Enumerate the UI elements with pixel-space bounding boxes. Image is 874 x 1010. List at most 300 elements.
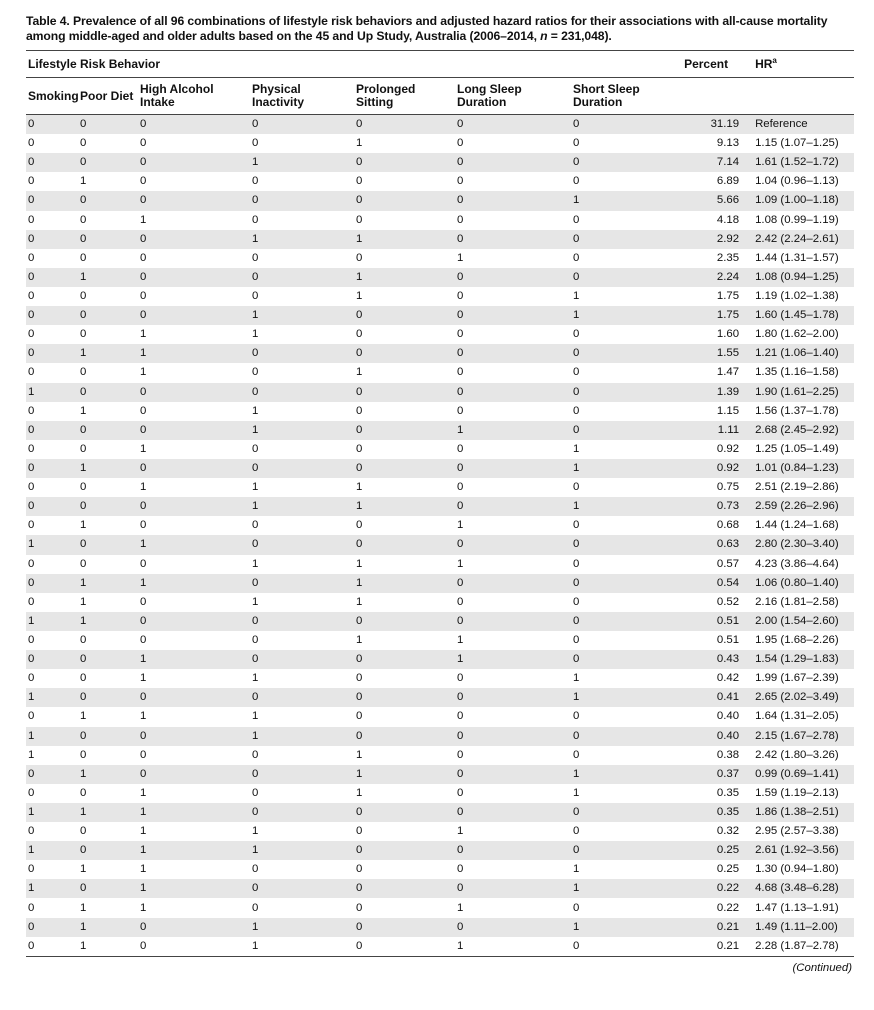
caption-n-value: = 231,048). — [547, 29, 612, 43]
table-cell-behavior: 0 — [26, 230, 78, 249]
table-cell-behavior: 0 — [80, 328, 87, 341]
header-percent: Percent — [682, 51, 753, 78]
table-cell-behavior: 1 — [28, 748, 35, 761]
table-cell-behavior: 1 — [571, 459, 682, 478]
table-cell-hr: 1.30 (0.94–1.80) — [755, 863, 839, 876]
table-cell-behavior: 1 — [80, 710, 87, 723]
table-row — [26, 822, 854, 841]
table-cell-behavior: 0 — [252, 786, 259, 799]
table-cell-behavior: 0 — [250, 344, 354, 363]
table-row — [26, 383, 854, 402]
table-row — [26, 688, 854, 707]
table-cell-behavior: 0 — [138, 191, 250, 210]
table-cell-behavior: 0 — [26, 421, 78, 440]
table-cell-behavior: 0 — [28, 863, 35, 876]
table-cell-hr: 1.15 (1.07–1.25) — [755, 137, 839, 150]
table-cell-percent: 0.25 — [682, 841, 753, 860]
table-cell-behavior: 0 — [138, 688, 250, 707]
table-cell-behavior: 0 — [573, 595, 580, 608]
table-cell-behavior: 0 — [356, 863, 363, 876]
table-cell-behavior: 0 — [28, 710, 35, 723]
table-cell-behavior: 0 — [571, 574, 682, 593]
table-cell-behavior: 0 — [354, 306, 455, 325]
table-cell-behavior: 0 — [571, 803, 682, 822]
table-cell-behavior: 0 — [140, 290, 147, 303]
table-cell-behavior: 0 — [354, 803, 455, 822]
table-cell-behavior: 0 — [455, 306, 571, 325]
table-cell-behavior: 1 — [252, 710, 259, 723]
table-cell-behavior: 0 — [457, 290, 464, 303]
table-cell-behavior: 1 — [80, 175, 87, 188]
table-cell-behavior: 0 — [354, 153, 455, 172]
table-cell-behavior: 0 — [356, 175, 363, 188]
table-cell-behavior: 1 — [356, 595, 363, 608]
table-cell-behavior: 0 — [138, 612, 250, 631]
table-cell-behavior: 0 — [26, 115, 78, 135]
table-row — [26, 191, 854, 210]
table-cell-behavior: 1 — [26, 841, 78, 860]
table-cell-behavior: 0 — [28, 251, 35, 264]
table-cell-behavior: 0 — [138, 765, 250, 784]
table-cell-percent: 0.75 — [716, 481, 740, 494]
table-cell-behavior: 0 — [571, 650, 682, 669]
table-row — [26, 841, 854, 860]
table-cell-behavior: 1 — [78, 574, 138, 593]
table-cell-behavior: 1 — [80, 404, 87, 417]
table-cell-behavior: 1 — [252, 557, 259, 570]
table-cell-behavior: 1 — [250, 918, 354, 937]
table-cell-behavior: 0 — [455, 612, 571, 631]
table-row — [26, 879, 854, 898]
table-cell-behavior: 0 — [28, 137, 35, 150]
table-cell-behavior: 1 — [78, 459, 138, 478]
table-cell-percent: 1.75 — [682, 306, 753, 325]
table-cell-percent: 0.42 — [716, 672, 740, 685]
table-cell-behavior: 0 — [138, 230, 250, 249]
table-cell-behavior: 0 — [455, 153, 571, 172]
table-cell-behavior: 0 — [28, 901, 35, 914]
table-cell-behavior: 0 — [28, 404, 35, 417]
table-cell-behavior: 0 — [354, 535, 455, 554]
table-cell-hr: 2.59 (2.26–2.96) — [753, 497, 854, 516]
header-prolonged-sitting: Prolonged Sitting — [354, 78, 455, 115]
table-row — [26, 574, 854, 593]
table-cell-behavior: 1 — [455, 650, 571, 669]
table-cell-percent: 0.92 — [716, 442, 740, 455]
table-cell-behavior: 1 — [250, 230, 354, 249]
table-cell-behavior: 1 — [80, 519, 87, 532]
table-cell-behavior: 0 — [26, 937, 78, 957]
table-row — [26, 172, 854, 191]
table-cell-behavior: 0 — [250, 115, 354, 135]
table-cell-behavior: 0 — [250, 459, 354, 478]
table-cell-percent: 0.22 — [682, 879, 753, 898]
table-cell-behavior: 0 — [28, 328, 35, 341]
table-cell-behavior: 0 — [356, 825, 363, 838]
table-cell-behavior: 0 — [78, 841, 138, 860]
table-cell-behavior: 0 — [140, 557, 147, 570]
table-cell-behavior: 0 — [455, 191, 571, 210]
table-cell-behavior: 0 — [138, 153, 250, 172]
table-cell-behavior: 0 — [78, 191, 138, 210]
table-cell-behavior: 0 — [138, 383, 250, 402]
table-cell-behavior: 1 — [26, 688, 78, 707]
table-cell-behavior: 1 — [356, 366, 363, 379]
table-cell-behavior: 0 — [78, 879, 138, 898]
table-cell-hr: 2.28 (1.87–2.78) — [753, 937, 854, 957]
table-cell-behavior: 0 — [80, 213, 87, 226]
table-cell-behavior: 0 — [28, 175, 35, 188]
table-cell-percent: 0.92 — [682, 459, 753, 478]
table-row — [26, 211, 854, 230]
table-cell-behavior: 0 — [457, 748, 464, 761]
table-cell-behavior: 0 — [26, 497, 78, 516]
table-cell-behavior: 1 — [571, 918, 682, 937]
table-cell-behavior: 1 — [26, 383, 78, 402]
table-cell-behavior: 1 — [78, 803, 138, 822]
table-cell-behavior: 1 — [80, 901, 87, 914]
table-cell-behavior: 0 — [26, 268, 78, 287]
table-cell-hr: 4.68 (3.48–6.28) — [753, 879, 854, 898]
table-row — [26, 230, 854, 249]
table-row — [26, 306, 854, 325]
table-cell-behavior: 0 — [80, 366, 87, 379]
table-cell-behavior: 0 — [250, 535, 354, 554]
table-cell-behavior: 0 — [28, 481, 35, 494]
table-cell-behavior: 0 — [573, 251, 580, 264]
table-cell-behavior: 0 — [78, 727, 138, 746]
table-cell-behavior: 1 — [138, 650, 250, 669]
table-cell-behavior: 0 — [455, 918, 571, 937]
table-page — [26, 14, 854, 974]
table-cell-hr: 1.90 (1.61–2.25) — [753, 383, 854, 402]
table-cell-behavior: 1 — [571, 497, 682, 516]
table-cell-behavior: 1 — [354, 497, 455, 516]
table-cell-behavior: 1 — [356, 634, 363, 646]
table-cell-behavior: 0 — [80, 672, 87, 685]
table-cell-behavior: 0 — [78, 650, 138, 669]
table-cell-behavior: 0 — [356, 213, 363, 226]
table-cell-behavior: 0 — [78, 421, 138, 440]
table-cell-behavior: 1 — [252, 328, 259, 341]
table-cell-behavior: 0 — [354, 879, 455, 898]
table-cell-behavior: 0 — [140, 748, 147, 761]
table-row — [26, 535, 854, 554]
table-cell-behavior: 1 — [354, 765, 455, 784]
table-cell-behavior: 0 — [571, 268, 682, 287]
table-cell-behavior: 0 — [250, 268, 354, 287]
table-cell-behavior: 0 — [28, 442, 35, 455]
table-cell-behavior: 0 — [571, 115, 682, 135]
table-cell-behavior: 0 — [571, 344, 682, 363]
table-cell-behavior: 0 — [455, 230, 571, 249]
table-cell-hr: 1.49 (1.11–2.00) — [753, 918, 854, 937]
table-cell-behavior: 0 — [573, 366, 580, 379]
table-cell-behavior: 0 — [354, 841, 455, 860]
table-cell-behavior: 1 — [457, 251, 464, 264]
table-cell-behavior: 0 — [140, 175, 147, 188]
table-cell-behavior: 1 — [78, 344, 138, 363]
header-blank-hr — [753, 78, 854, 115]
header-high-alcohol-intake: High Alcohol Intake — [138, 78, 250, 115]
table-cell-behavior: 0 — [26, 344, 78, 363]
table-cell-percent: 0.54 — [682, 574, 753, 593]
table-cell-behavior: 0 — [138, 459, 250, 478]
table-cell-hr: 1.44 (1.24–1.68) — [755, 519, 839, 532]
table-cell-behavior: 1 — [250, 937, 354, 957]
table-cell-behavior: 1 — [356, 786, 363, 799]
table-cell-behavior: 0 — [354, 612, 455, 631]
table-cell-behavior: 0 — [28, 557, 35, 570]
table-cell-behavior: 0 — [26, 765, 78, 784]
table-caption — [26, 14, 854, 44]
table-cell-behavior: 0 — [80, 786, 87, 799]
table-cell-percent: 0.57 — [716, 557, 740, 570]
table-cell-behavior: 0 — [252, 863, 259, 876]
table-cell-behavior: 1 — [26, 727, 78, 746]
table-cell-behavior: 0 — [80, 481, 87, 494]
table-cell-percent: 6.89 — [716, 175, 740, 188]
table-cell-behavior: 1 — [571, 191, 682, 210]
table-cell-hr: 1.09 (1.00–1.18) — [753, 191, 854, 210]
table-cell-behavior: 0 — [455, 841, 571, 860]
header-long-sleep-duration: Long Sleep Duration — [455, 78, 571, 115]
table-cell-behavior: 1 — [80, 595, 87, 608]
table-cell-behavior: 0 — [573, 710, 580, 723]
table-cell-behavior: 0 — [571, 383, 682, 402]
table-cell-behavior: 0 — [457, 175, 464, 188]
table-cell-behavior: 1 — [138, 841, 250, 860]
table-cell-behavior: 1 — [457, 557, 464, 570]
table-cell-behavior: 0 — [28, 519, 35, 532]
table-cell-behavior: 0 — [252, 251, 259, 264]
table-cell-behavior: 1 — [140, 213, 147, 226]
table-row — [26, 765, 854, 784]
table-cell-behavior: 0 — [457, 213, 464, 226]
table-cell-behavior: 0 — [252, 748, 259, 761]
table-cell-behavior: 0 — [356, 328, 363, 341]
table-cell-hr: 2.15 (1.67–2.78) — [753, 727, 854, 746]
table-cell-behavior: 1 — [455, 937, 571, 957]
table-cell-hr: 2.80 (2.30–3.40) — [753, 535, 854, 554]
table-cell-behavior: 0 — [455, 459, 571, 478]
table-row — [26, 115, 854, 135]
table-row — [26, 325, 854, 344]
table-cell-behavior: 1 — [138, 574, 250, 593]
table-cell-percent: 0.63 — [682, 535, 753, 554]
table-row — [26, 803, 854, 822]
table-cell-hr: 1.25 (1.05–1.49) — [755, 442, 839, 455]
table-row — [26, 134, 854, 153]
table-cell-hr: 2.95 (2.57–3.38) — [755, 825, 839, 838]
table-cell-behavior: 0 — [573, 519, 580, 532]
table-cell-behavior: 0 — [571, 535, 682, 554]
table-cell-hr: 0.99 (0.69–1.41) — [753, 765, 854, 784]
table-cell-behavior: 0 — [573, 901, 580, 914]
table-row — [26, 478, 854, 497]
table-cell-behavior: 0 — [571, 937, 682, 957]
table-cell-behavior: 1 — [573, 672, 580, 685]
table-cell-behavior: 0 — [80, 557, 87, 570]
table-cell-behavior: 1 — [140, 710, 147, 723]
table-row — [26, 287, 854, 306]
table-row — [26, 497, 854, 516]
table-cell-behavior: 0 — [250, 688, 354, 707]
table-row — [26, 784, 854, 803]
table-cell-behavior: 0 — [573, 213, 580, 226]
table-cell-behavior: 0 — [573, 634, 580, 646]
table-cell-behavior: 0 — [571, 612, 682, 631]
table-cell-percent: 2.92 — [682, 230, 753, 249]
header-physical-inactivity: Physical Inactivity — [250, 78, 354, 115]
table-cell-behavior: 0 — [356, 251, 363, 264]
table-cell-hr: 2.42 (2.24–2.61) — [753, 230, 854, 249]
table-row — [26, 516, 854, 535]
table-cell-behavior: 1 — [140, 825, 147, 838]
table-cell-behavior: 1 — [252, 404, 259, 417]
table-cell-behavior: 1 — [354, 574, 455, 593]
table-cell-hr: 1.01 (0.84–1.23) — [753, 459, 854, 478]
table-cell-behavior: 0 — [457, 672, 464, 685]
table-row — [26, 344, 854, 363]
header-short-sleep-duration: Short Sleep Duration — [571, 78, 682, 115]
table-cell-behavior: 0 — [140, 519, 147, 532]
table-cell-behavior: 1 — [78, 937, 138, 957]
table-cell-behavior: 1 — [250, 841, 354, 860]
table-cell-behavior: 1 — [78, 268, 138, 287]
table-cell-behavior: 1 — [573, 442, 580, 455]
table-cell-percent: 0.21 — [682, 937, 753, 957]
table-cell-behavior: 1 — [573, 290, 580, 303]
table-cell-behavior: 1 — [573, 786, 580, 799]
table-cell-hr: 1.59 (1.19–2.13) — [755, 786, 839, 799]
table-cell-percent: 0.37 — [682, 765, 753, 784]
table-cell-behavior: 0 — [138, 497, 250, 516]
table-row — [26, 268, 854, 287]
table-cell-behavior: 0 — [455, 765, 571, 784]
header-lifestyle-risk-behavior: Lifestyle Risk Behavior — [26, 51, 682, 78]
table-cell-percent: 0.43 — [682, 650, 753, 669]
table-cell-behavior: 0 — [252, 137, 259, 150]
table-cell-percent: 9.13 — [716, 137, 740, 150]
table-cell-hr: 1.47 (1.13–1.91) — [755, 901, 839, 914]
table-cell-behavior: 0 — [138, 937, 250, 957]
table-cell-behavior: 0 — [78, 383, 138, 402]
table-cell-behavior: 0 — [571, 153, 682, 172]
table-cell-percent: 0.73 — [682, 497, 753, 516]
table-cell-behavior: 0 — [571, 421, 682, 440]
table-cell-behavior: 0 — [140, 404, 147, 417]
table-cell-behavior: 0 — [252, 442, 259, 455]
table-cell-hr: 1.19 (1.02–1.38) — [755, 290, 839, 303]
table-cell-behavior: 1 — [140, 863, 147, 876]
header-hr-cell — [753, 51, 854, 78]
table-cell-behavior: 0 — [354, 115, 455, 135]
table-cell-behavior: 1 — [571, 306, 682, 325]
header-blank-percent — [682, 78, 753, 115]
table-cell-behavior: 1 — [356, 748, 363, 761]
table-cell-behavior: 0 — [457, 442, 464, 455]
table-row — [26, 593, 854, 612]
table-cell-behavior: 0 — [455, 268, 571, 287]
table-cell-behavior: 0 — [571, 841, 682, 860]
table-cell-behavior: 0 — [26, 918, 78, 937]
table-cell-hr: 2.68 (2.45–2.92) — [753, 421, 854, 440]
table-cell-behavior: 0 — [26, 153, 78, 172]
table-cell-behavior: 0 — [457, 137, 464, 150]
table-cell-behavior: 0 — [356, 404, 363, 417]
table-row — [26, 860, 854, 879]
caption-label: Table 4. — [26, 14, 70, 28]
table-cell-hr: 1.08 (0.94–1.25) — [753, 268, 854, 287]
table-cell-percent: 0.35 — [682, 803, 753, 822]
table-cell-percent: 1.15 — [716, 404, 740, 417]
table-cell-percent: 0.25 — [716, 863, 740, 876]
table-cell-behavior: 0 — [457, 366, 464, 379]
table-cell-percent: 2.35 — [716, 251, 740, 264]
table-cell-behavior: 1 — [356, 481, 363, 494]
table-cell-behavior: 1 — [571, 688, 682, 707]
table-row — [26, 898, 854, 917]
table-cell-behavior: 0 — [354, 918, 455, 937]
table-cell-behavior: 0 — [80, 442, 87, 455]
table-cell-behavior: 0 — [455, 344, 571, 363]
table-cell-behavior: 0 — [457, 328, 464, 341]
table-row — [26, 707, 854, 726]
table-cell-hr: 1.60 (1.45–1.78) — [753, 306, 854, 325]
table-cell-percent: 0.51 — [716, 634, 740, 646]
table-cell-hr: 1.44 (1.31–1.57) — [755, 251, 839, 264]
table-cell-behavior: 0 — [26, 306, 78, 325]
table-cell-behavior: 0 — [354, 344, 455, 363]
table-cell-behavior: 0 — [571, 727, 682, 746]
table-cell-percent: 1.11 — [682, 421, 753, 440]
table-cell-behavior: 1 — [140, 901, 147, 914]
table-cell-hr: 2.51 (2.19–2.86) — [755, 481, 839, 494]
table-cell-behavior: 0 — [455, 727, 571, 746]
table-cell-percent: 0.38 — [716, 748, 740, 761]
table-cell-behavior: 0 — [356, 442, 363, 455]
table-cell-behavior: 1 — [78, 918, 138, 937]
table-cell-behavior: 1 — [252, 825, 259, 838]
table-cell-hr: 2.16 (1.81–2.58) — [755, 595, 839, 608]
table-cell-behavior: 0 — [455, 115, 571, 135]
table-cell-behavior: 1 — [140, 481, 147, 494]
table-cell-behavior: 0 — [573, 557, 580, 570]
table-cell-hr: 1.99 (1.67–2.39) — [755, 672, 839, 685]
table-cell-behavior: 1 — [138, 535, 250, 554]
table-row — [26, 727, 854, 746]
table-cell-behavior: 1 — [356, 137, 363, 150]
table-cell-behavior: 1 — [26, 535, 78, 554]
table-cell-behavior: 0 — [140, 137, 147, 150]
table-cell-behavior: 0 — [138, 918, 250, 937]
table-cell-behavior: 0 — [250, 574, 354, 593]
table-cell-behavior: 0 — [138, 268, 250, 287]
table-cell-behavior: 0 — [80, 137, 87, 150]
table-cell-behavior: 0 — [252, 366, 259, 379]
header-poor-diet: Poor Diet — [78, 78, 138, 115]
table-cell-behavior: 0 — [80, 825, 87, 838]
table-cell-behavior: 0 — [80, 290, 87, 303]
table-cell-behavior: 1 — [252, 595, 259, 608]
table-cell-behavior: 0 — [26, 574, 78, 593]
table-cell-percent: 1.39 — [682, 383, 753, 402]
table-cell-behavior: 0 — [250, 383, 354, 402]
table-cell-percent: 1.55 — [682, 344, 753, 363]
table-cell-behavior: 0 — [78, 306, 138, 325]
table-cell-percent: 7.14 — [682, 153, 753, 172]
